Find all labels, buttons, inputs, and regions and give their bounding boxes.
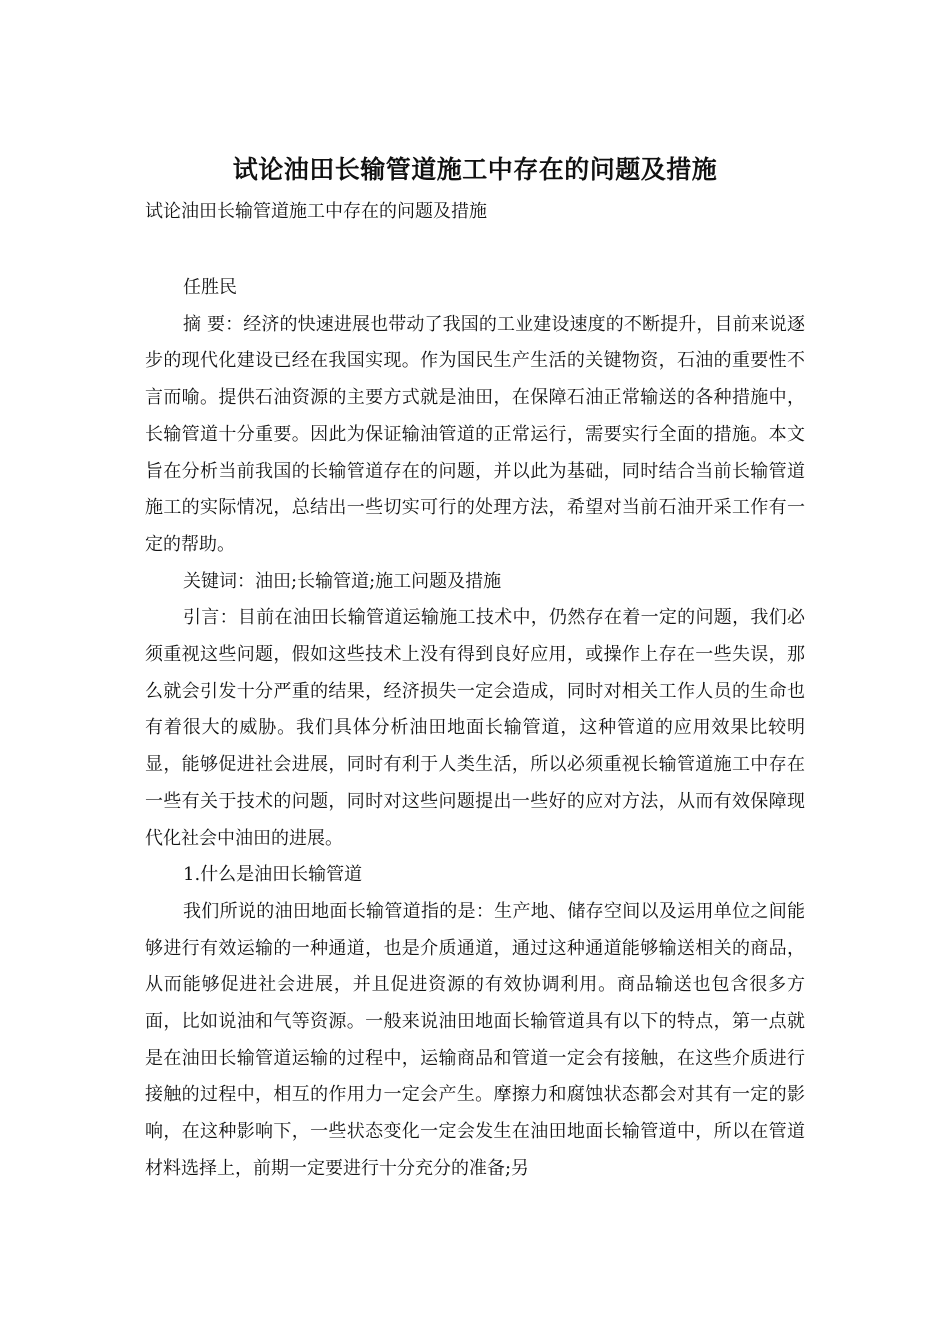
author-name: 任胜民 — [183, 277, 237, 298]
abstract-paragraph: 摘 要：经济的快速进展也带动了我国的工业建设速度的不断提升，目前来说逐步的现代化建设已经在我国实现。作为国民生产生活的关键物资，石油的重要性不言而喻。提供石油资源的主要方式就是油田，在保障石油正常输送的各种措施中，长输管道十分重要。因此为保证输油管道的正常运行，需要实行全面的措施。本文旨在分析当前我国的长输管道存在的问题，并以此为基础，同时结合当前长输管道施工的实际情况，总结出一些切实可行的处理方法，希望对当前石油开采工作有一定的帮助。 — [145, 313, 805, 555]
introduction-paragraph: 引言：目前在油田长输管道运输施工技术中，仍然存在着一定的问题，我们必须重视这些问题，假如这些技术上没有得到良好应用，或操作上存在一些失误，那么就会引发十分严重的结果，经济损失一定会造成，同时对相关工作人员的生命也有着很大的威胁。我们具体分析油田地面长输管道，这种管道的应用效果比较明显，能够促进社会进展，同时有利于人类生活，所以必须重视长输管道施工中存在一些有关于技术的问题，同时对这些问题提出一些好的应对方法，从而有效保障现代化社会中油田的进展。 — [145, 607, 805, 849]
document-subtitle: 试论油田长输管道施工中存在的问题及措施 — [145, 201, 487, 222]
section-paragraph: 我们所说的油田地面长输管道指的是：生产地、储存空间以及运用单位之间能够进行有效运输的一种通道，也是介质通道，通过这种通道能够输送相关的商品，从而能够促进社会进展，并且促进资源的有效协调利用。商品输送也包含很多方面，比如说油和气等资源。一般来说油田地面长输管道具有以下的特点，第一点就是在油田长输管道运输的过程中，运输商品和管道一定会有接触，在这些介质进行接触的过程中，相互的作用力一定会产生。摩擦力和腐蚀状态都会对其有一定的影响，在这种影响下，一些状态变化一定会发生在油田地面长输管道中，所以在管道材料选择上，前期一定要进行十分充分的准备;另 — [145, 900, 805, 1179]
keywords-line: 关键词：油田;长输管道;施工问题及措施 — [183, 570, 502, 592]
document-body — [145, 270, 805, 1188]
document-title: 试论油田长输管道施工中存在的问题及措施 — [232, 155, 718, 184]
section-heading: 1.什么是油田长输管道 — [183, 864, 363, 886]
